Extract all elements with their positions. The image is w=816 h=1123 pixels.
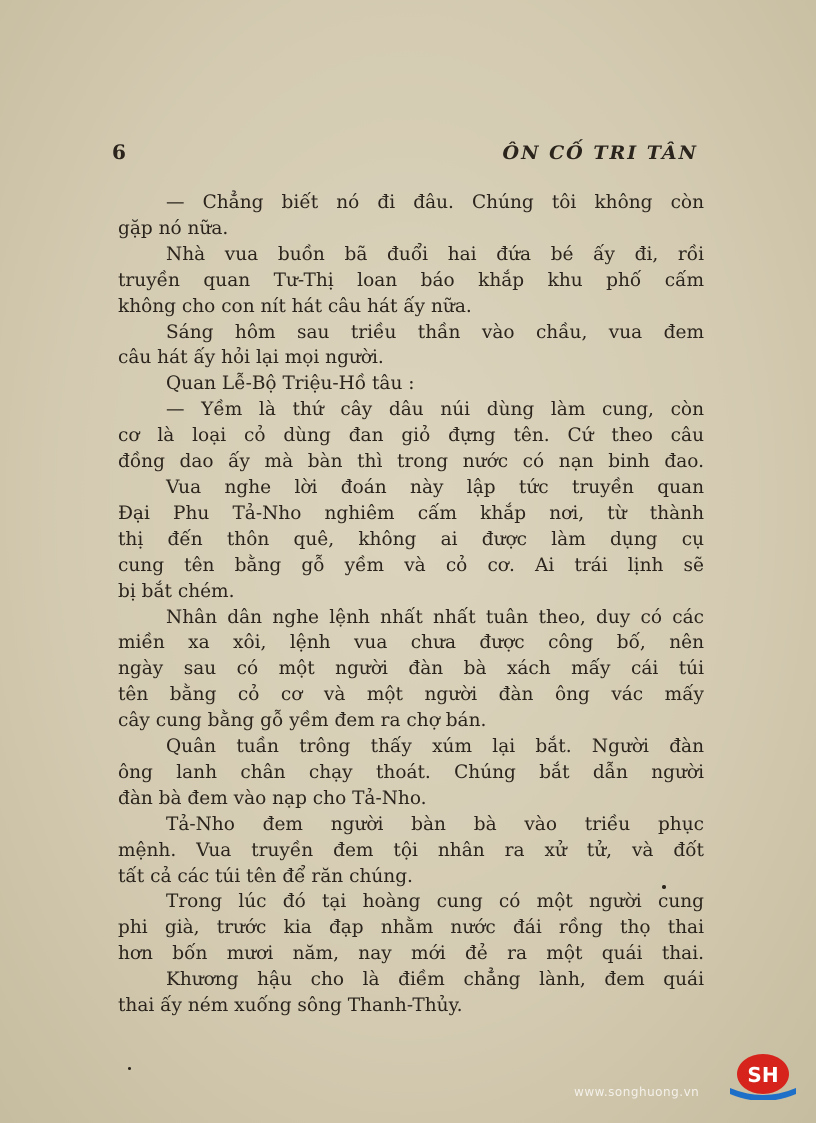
logo-text: SH xyxy=(747,1063,779,1087)
text-line: Quan Lễ-Bộ Triệu-Hồ tâu : xyxy=(166,373,415,395)
text-line: Sáng hôm sau triều thần vào chầu, vua đem xyxy=(166,321,704,343)
text-line: đàn bà đem vào nạp cho Tả-Nho. xyxy=(118,787,427,809)
text-line: thị đến thôn quê, không ai được làm dụng cụ xyxy=(118,528,704,550)
text-line: ngày sau có một người đàn bà xách mấy cái túi xyxy=(118,658,704,680)
text-line: — Chẳng biết nó đi đâu. Chúng tôi không còn xyxy=(166,192,704,213)
text-line: Vua nghe lời đoán này lập tức truyền quan xyxy=(166,476,704,498)
text-line: truyền quan Tư-Thị loan báo khắp khu phố cấm xyxy=(118,269,704,291)
text-line: Đại Phu Tả-Nho nghiêm cấm khắp nơi, từ thành xyxy=(118,502,704,524)
text-line: cây cung bằng gỗ yềm đem ra chợ bán. xyxy=(118,710,487,732)
ink-speck xyxy=(662,885,666,889)
text-line: thai ấy ném xuống sông Thanh-Thủy. xyxy=(118,995,463,1017)
running-title: ÔN CỐ TRI TÂN xyxy=(502,142,698,164)
text-line: bị bắt chém. xyxy=(118,580,235,602)
text-line: Nhà vua buồn bã đuổi hai đứa bé ấy đi, rồi xyxy=(166,243,704,265)
text-line: hơn bốn mươi năm, nay mới đẻ ra một quái thai. xyxy=(118,943,704,965)
watermark-url: www.songhuong.vn xyxy=(574,1085,700,1099)
text-line: tất cả các túi tên để răn chúng. xyxy=(118,865,413,887)
text-line: không cho con nít hát câu hát ấy nữa. xyxy=(118,295,472,317)
text-line: phi già, trước kia đạp nhằm nước đái rồng thọ thai xyxy=(118,917,704,939)
page-number: 6 xyxy=(112,140,126,164)
page-header xyxy=(112,140,698,170)
text-line: cung tên bằng gỗ yềm và cỏ cơ. Ai trái lịnh sẽ xyxy=(118,554,704,576)
text-line: Khương hậu cho là điềm chẳng lành, đem quái xyxy=(166,969,704,991)
text-line: cơ là loại cỏ dùng đan giỏ đựng tên. Cứ theo câu xyxy=(118,425,704,447)
text-line: gặp nó nữa. xyxy=(118,217,229,239)
text-line: Tả-Nho đem người bàn bà vào triều phục xyxy=(166,813,704,835)
text-line: đồng dao ấy mà bàn thì trong nước có nạn binh đao. xyxy=(118,451,704,473)
text-line: mệnh. Vua truyền đem tội nhân ra xử tử, và đốt xyxy=(118,839,704,861)
text-line: câu hát ấy hỏi lại mọi người. xyxy=(118,347,384,369)
text-line: Quân tuần trông thấy xúm lại bắt. Người đàn xyxy=(166,736,704,758)
text-line: Nhân dân nghe lệnh nhất nhất tuân theo, duy có các xyxy=(166,606,704,628)
text-line: miền xa xôi, lệnh vua chưa được công bố, nên xyxy=(118,632,704,654)
body-text xyxy=(118,190,704,1019)
songhuong-logo xyxy=(726,1052,800,1100)
ink-speck xyxy=(128,1067,131,1070)
text-line: tên bằng cỏ cơ và một người đàn ông vác mấy xyxy=(118,684,704,706)
text-line: — Yềm là thứ cây dâu núi dùng làm cung, còn xyxy=(166,399,704,421)
text-line: ông lanh chân chạy thoát. Chúng bắt dẫn người xyxy=(118,761,704,783)
text-line: Trong lúc đó tại hoàng cung có một người cung xyxy=(166,891,704,913)
